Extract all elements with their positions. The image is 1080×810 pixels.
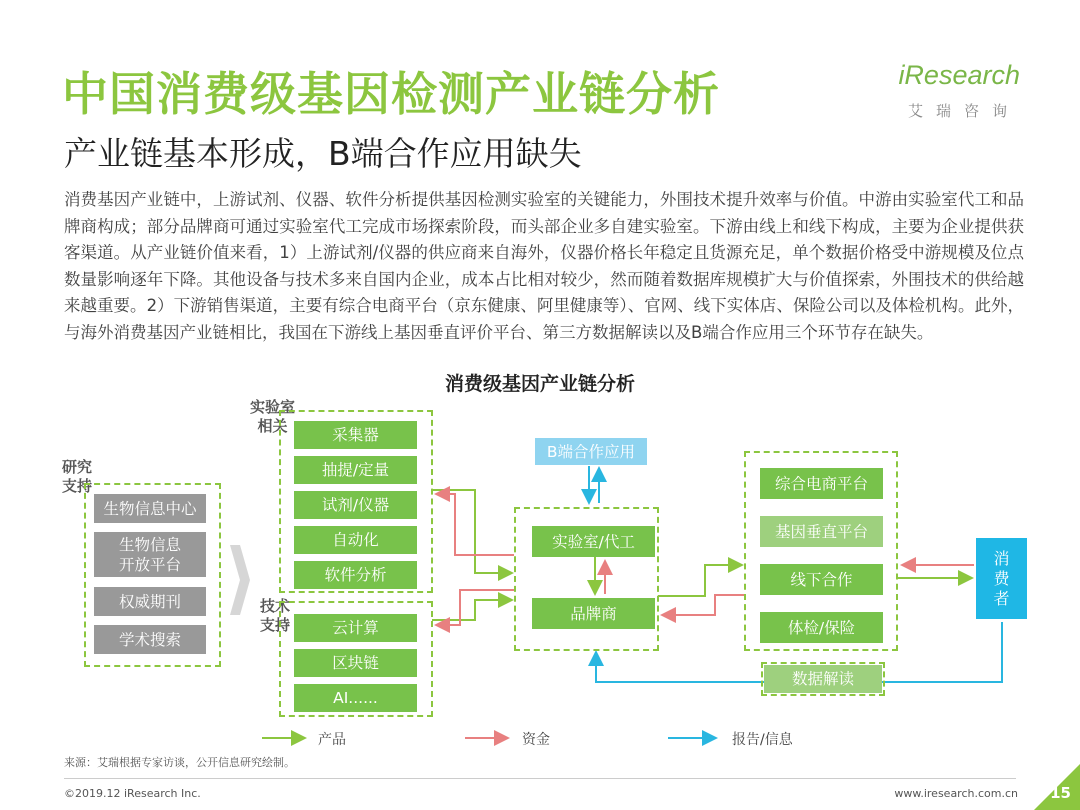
midstream-lab-oem: 实验室/代工	[532, 526, 655, 557]
tech-item-blockchain: 区块链	[294, 649, 417, 677]
copyright: ©2019.12 iResearch Inc.	[64, 787, 201, 800]
lab-item-automation: 自动化	[294, 526, 417, 554]
funds-flow-channel-to-mid	[662, 595, 744, 615]
channel-offline: 线下合作	[760, 564, 883, 595]
tech-item-ai: AI......	[294, 684, 417, 712]
lab-item-extraction: 抽提/定量	[294, 456, 417, 484]
product-flow-tech-to-mid	[432, 600, 512, 620]
legend-product-label: 产品	[318, 732, 346, 748]
logo-chinese-name: 艾瑞咨询	[907, 102, 1020, 120]
legend-info-label: 报告/信息	[732, 732, 793, 748]
midstream-brand: 品牌商	[532, 598, 655, 629]
consumer-box: 消 费 者	[976, 538, 1027, 619]
body-paragraph: 消费基因产业链中，上游试剂、仪器、软件分析提供基因检测实验室的关键能力，外围技术提升效率与价值。中游由实验室代工和品牌商构成；部分品牌商可通过实验室代工完成市场探索阶段，而头部企业多自建实验室。下游由线上和线下构成，主要为企业提供获客渠道。从产业链价值来看，1）上游试剂/仪器的供应商来自海外，仪器价格长年稳定且货源充足，单个数据价格受中游规模及位点数量影响逐年下降。其他设备与技术多来自国内企业，成本占比相对较少，然而随着数据库规模扩大与价值探索，外围技术的供给越来越重要。2）下游销售渠道，主要有综合电商平台（京东健康、阿里健康等）、官网、线下实体店、保险公司以及体检机构。此外，与海外消费基因产业链相比，我国在下游线上基因垂直评价平台、第三方数据解读以及B端合作应用三个环节存在缺失。	[64, 190, 1024, 342]
diagram-title: 消费级基因产业链分析	[444, 373, 635, 395]
support-arrow	[230, 545, 250, 615]
page-number: 15	[1050, 784, 1071, 802]
page-subtitle: 产业链基本形成，B端合作应用缺失	[64, 134, 582, 173]
research-item-bioinfo-center: 生物信息中心	[94, 494, 206, 523]
channel-ecommerce: 综合电商平台	[760, 468, 883, 499]
research-item-academic-search: 学术搜索	[94, 625, 206, 654]
tech-support-label: 技术 支持	[260, 597, 291, 634]
legend-funds-label: 资金	[522, 732, 550, 748]
research-support-label: 研究 支持	[62, 458, 93, 495]
research-item-open-platform: 生物信息 开放平台	[94, 532, 206, 577]
lab-item-collector: 采集器	[294, 421, 417, 449]
source-note: 来源：艾瑞根据专家访谈，公开信息研究绘制。	[64, 756, 295, 769]
research-item-journals: 权威期刊	[94, 587, 206, 616]
lab-related-label: 实验室 相关	[250, 398, 296, 435]
footer-divider	[64, 778, 1016, 779]
logo-wordmark: iResearch	[898, 60, 1020, 90]
product-flow-lab-to-mid	[432, 490, 512, 573]
lab-item-reagent: 试剂/仪器	[294, 491, 417, 519]
page-title: 中国消费级基因检测产业链分析	[62, 67, 720, 121]
b2b-application-box: B端合作应用	[535, 438, 647, 465]
product-flow-mid-to-channel	[658, 565, 742, 596]
lab-item-software: 软件分析	[294, 561, 417, 589]
channel-checkup-insurance: 体检/保险	[760, 612, 883, 643]
data-interpret-box: 数据解读	[764, 665, 882, 693]
channel-gene-vertical-platform: 基因垂直平台	[760, 516, 883, 547]
tech-item-cloud: 云计算	[294, 614, 417, 642]
website-link: www.iresearch.com.cn	[894, 787, 1018, 800]
